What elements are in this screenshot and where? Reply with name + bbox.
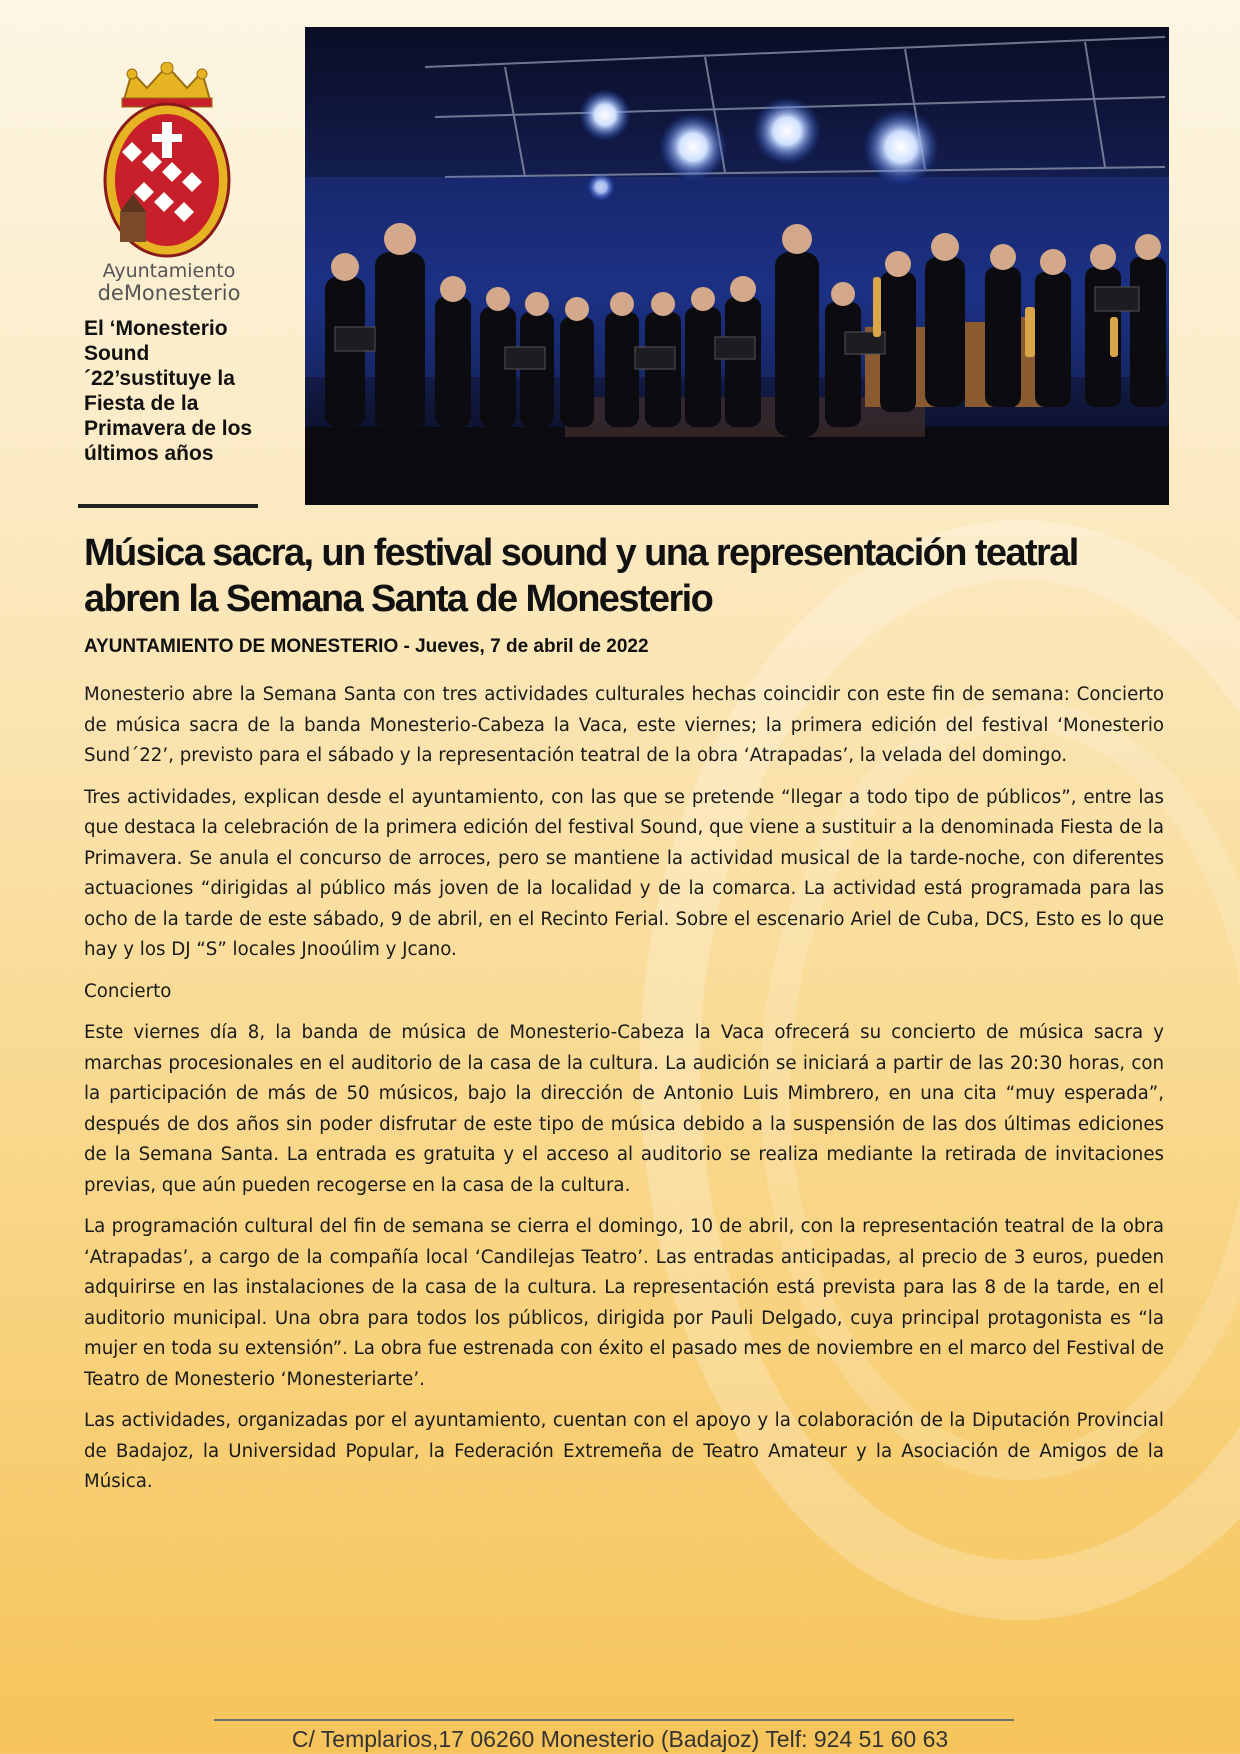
- article-paragraph: Este viernes día 8, la banda de música de Monesterio-Cabeza la Vaca ofrecerá su concierto de música sacra y marchas procesionales en el auditorio de la casa de la cultura. La audición se iniciará a partir de las 20:30 horas, con la participación de más de 50 músicos, bajo la dirección de Antonio Luis Mimbrero, en una cita “muy esperada”, después de dos años sin poder disfrutar de este tipo de música debido a la suspensión de las dos últimas ediciones de la Semana Santa. La entrada es gratuita y el acceso al auditorio se realiza mediante la retirada de invitaciones previas, que aún pueden recogerse en la casa de la cultura.: [84, 1022, 1164, 1196]
- town-name-logo-text: [84, 260, 254, 304]
- article-paragraph: Las actividades, organizadas por el ayuntamiento, cuentan con el apoyo y la colaboración de la Diputación Provincial de Badajoz, la Universidad Popular, la Federación Extremeña de Teatro Amateur y la Asociación de Amigos de la Música.: [84, 1410, 1164, 1492]
- article-paragraph: Monesterio abre la Semana Santa con tres actividades culturales hechas coincidir con este fin de semana: Concierto de música sacra de la banda Monesterio-Cabeza la Vaca, este viernes; la primera edición del festival ‘Monesterio Sund´22’, previsto para el sábado y la representación teatral de la obra ‘Atrapadas’, la velada del domingo.: [84, 684, 1164, 766]
- article-byline: AYUNTAMIENTO DE MONESTERIO - Jueves, 7 de abril de 2022: [84, 636, 649, 657]
- concert-band-photo: [305, 27, 1169, 505]
- article-paragraph: Tres actividades, explican desde el ayuntamiento, con las que se pretende “llegar a todo tipo de públicos”, entre las que destaca la celebración de la primera edición del festival Sound, que viene a sustituir a la denominada Fiesta de la Primavera. Se anula el concurso de arroces, pero se mantiene la actividad musical de la tarde-noche, con diferentes actuaciones “dirigidas al público más joven de la localidad y de la comarca. La actividad está programada para las ocho de la tarde de este sábado, 9 de abril, en el Recinto Ferial. Sobre el escenario Ariel de Cuba, DCS, Esto es lo que hay y los DJ “S” locales Jnooúlim y Jcano.: [84, 786, 1164, 960]
- article-subheading: Concierto: [84, 980, 172, 1002]
- article-headline: Música sacra, un festival sound y una representación teatral abren la Semana Santa de Monesterio: [84, 532, 1078, 620]
- sidebar-divider: [78, 504, 258, 508]
- footer-address: C/ Templarios,17 06260 Monesterio (Badajoz) Telf: 924 51 60 63: [291, 1726, 949, 1752]
- logo-line-monesterio: deMonesterio: [97, 281, 241, 305]
- article-body: [84, 680, 1164, 1509]
- article-paragraph: La programación cultural del fin de semana se cierra el domingo, 10 de abril, con la representación teatral de la obra ‘Atrapadas’, a cargo de la compañía local ‘Candilejas Teatro’. Las entradas anticipadas, al precio de 3 euros, pueden adquirirse en las instalaciones de la casa de la cultura. La representación está prevista para las 8 de la tarde, en el auditorio municipal. Una obra para todos los públicos, dirigida por Pauli Delgado, cuya principal protagonista es “la mujer en toda su extensión”. La obra fue estrenada con éxito el pasado mes de noviembre en el marco del Festival de Teatro de Monesterio ‘Monesteriarte’.: [84, 1216, 1164, 1390]
- footer-divider: [214, 1719, 1014, 1721]
- logo-line-ayuntamiento: Ayuntamiento: [102, 260, 236, 282]
- sidebar-lead: El ‘Monesterio Sound´22’sustituye la Fiesta de la Primavera de los últimos años: [84, 317, 253, 465]
